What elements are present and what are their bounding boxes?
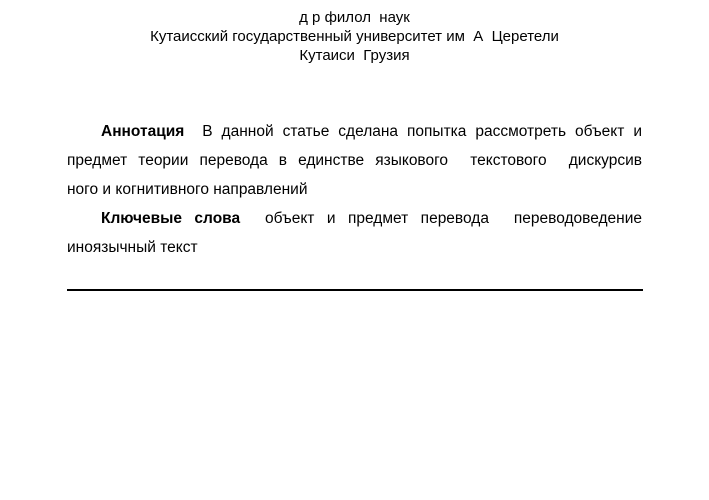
keywords-line-1 — [67, 204, 642, 233]
abstract-label: Аннотация — [101, 123, 185, 140]
author-degree: д р филол наук — [299, 9, 410, 26]
keywords-text-1: объект и предмет перевода переводоведение — [240, 210, 642, 227]
abstract-line-2: предмет теории перевода в единстве языкового текстового дискурсив — [67, 152, 642, 169]
horizontal-rule — [67, 289, 643, 291]
keywords-line-2: иноязычный текст — [67, 239, 198, 256]
abstract-paragraph — [67, 117, 642, 204]
abstract-line-3: ного и когнитивного направлений — [67, 181, 308, 198]
abstract-line-1 — [67, 117, 642, 146]
author-university: Кутаисский государственный университет им А Церетели — [150, 28, 559, 45]
abstract-text-1: В данной статье сделана попытка рассмотреть объект и — [184, 123, 642, 140]
keywords-paragraph — [67, 204, 642, 262]
author-city: Кутаиси Грузия — [299, 47, 410, 64]
keywords-label: Ключевые слова — [101, 210, 241, 227]
